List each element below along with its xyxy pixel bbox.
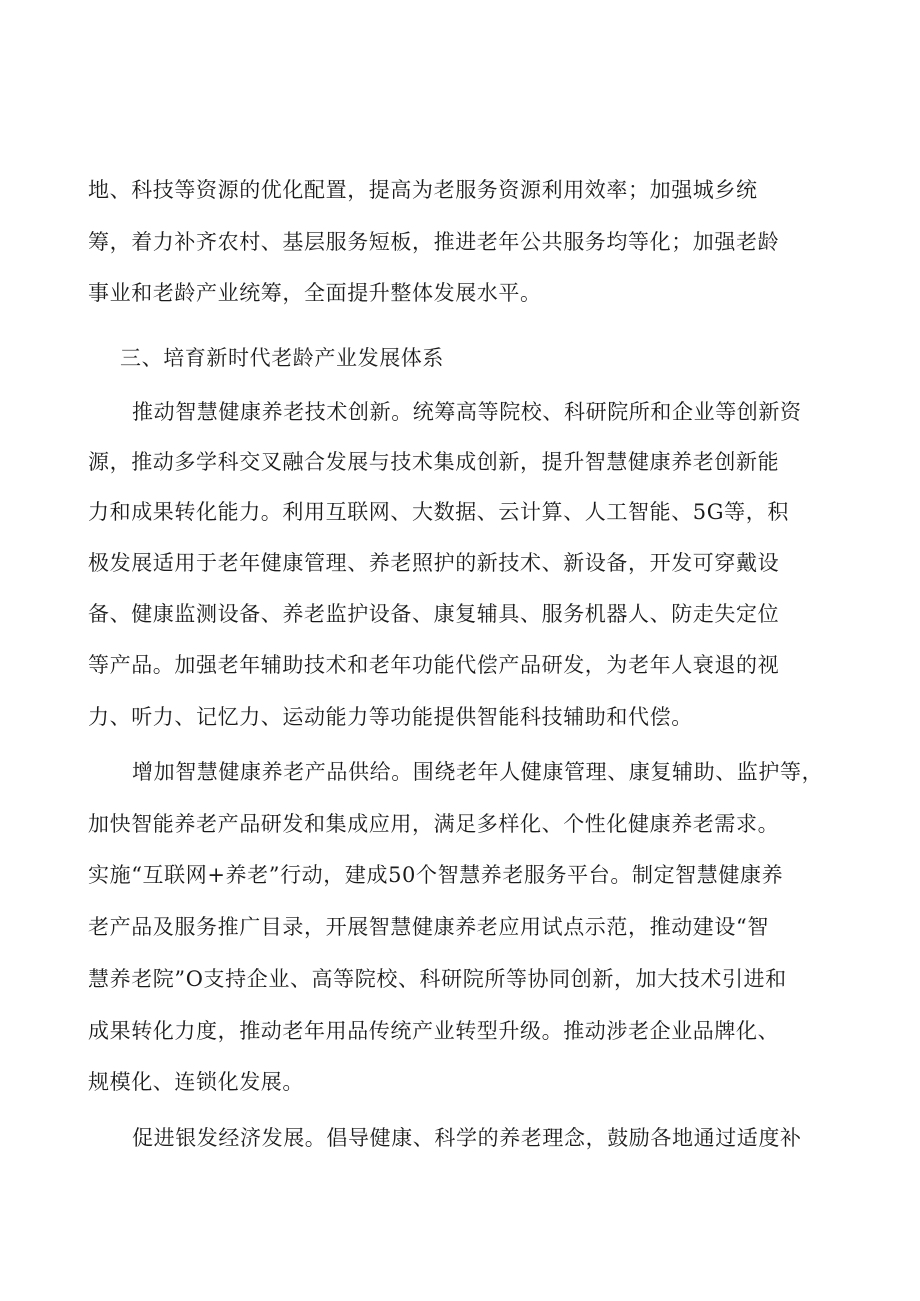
body-text-line: 加快智能养老产品研发和集成应用，满足多样化、个性化健康养老需求。 [88,812,780,836]
paragraph-first-line: 推动智慧健康养老技术创新。统筹高等院校、科研院所和企业等创新资 [132,400,802,424]
paragraph-first-line: 增加智慧健康养老产品供给。围绕老年人健康管理、康复辅助、监护等， [132,760,824,784]
body-text-line: 力和成果转化能力。利用互联网、大数据、云计算、人工智能、5G等，积 [88,500,789,524]
body-text-line: 极发展适用于老年健康管理、养老照护的新技术、新设备，开发可穿戴设 [88,551,780,575]
body-text-line: 力、听力、记忆力、运动能力等功能提供智能科技辅助和代偿。 [88,705,693,729]
body-text-line: 备、健康监测设备、养老监护设备、康复辅具、服务机器人、防走失定位 [88,602,780,626]
body-text-line: 规模化、连锁化发展。 [88,1070,304,1094]
body-text-line: 成果转化力度，推动老年用品传统产业转型升级。推动涉老企业品牌化、 [88,1019,780,1043]
body-text-line: 慧养老院”O支持企业、高等院校、科研院所等协同创新，加大技术引进和 [88,967,787,991]
body-text-line: 地、科技等资源的优化配置，提高为老服务资源利用效率；加强城乡统 [88,178,758,202]
body-text-line: 源，推动多学科交叉融合发展与技术集成创新，提升智慧健康养老创新能 [88,450,780,474]
body-text-line: 筹，着力补齐农村、基层服务短板，推进老年公共服务均等化；加强老龄 [88,230,780,254]
body-text-line: 等产品。加强老年辅助技术和老年功能代偿产品研发，为老年人衰退的视 [88,653,780,677]
body-text-line: 老产品及服务推广目录，开展智慧健康养老应用试点示范，推动建设“智 [88,915,769,939]
body-text-line: 实施“互联网+养老”行动，建成50个智慧养老服务平台。制定智慧健康养 [88,863,784,887]
section-heading: 三、培育新时代老龄产业发展体系 [120,346,444,370]
body-text-line: 事业和老龄产业统筹，全面提升整体发展水平。 [88,281,542,305]
paragraph-first-line: 促进银发经济发展。倡导健康、科学的养老理念，鼓励各地通过适度补 [132,1126,802,1150]
